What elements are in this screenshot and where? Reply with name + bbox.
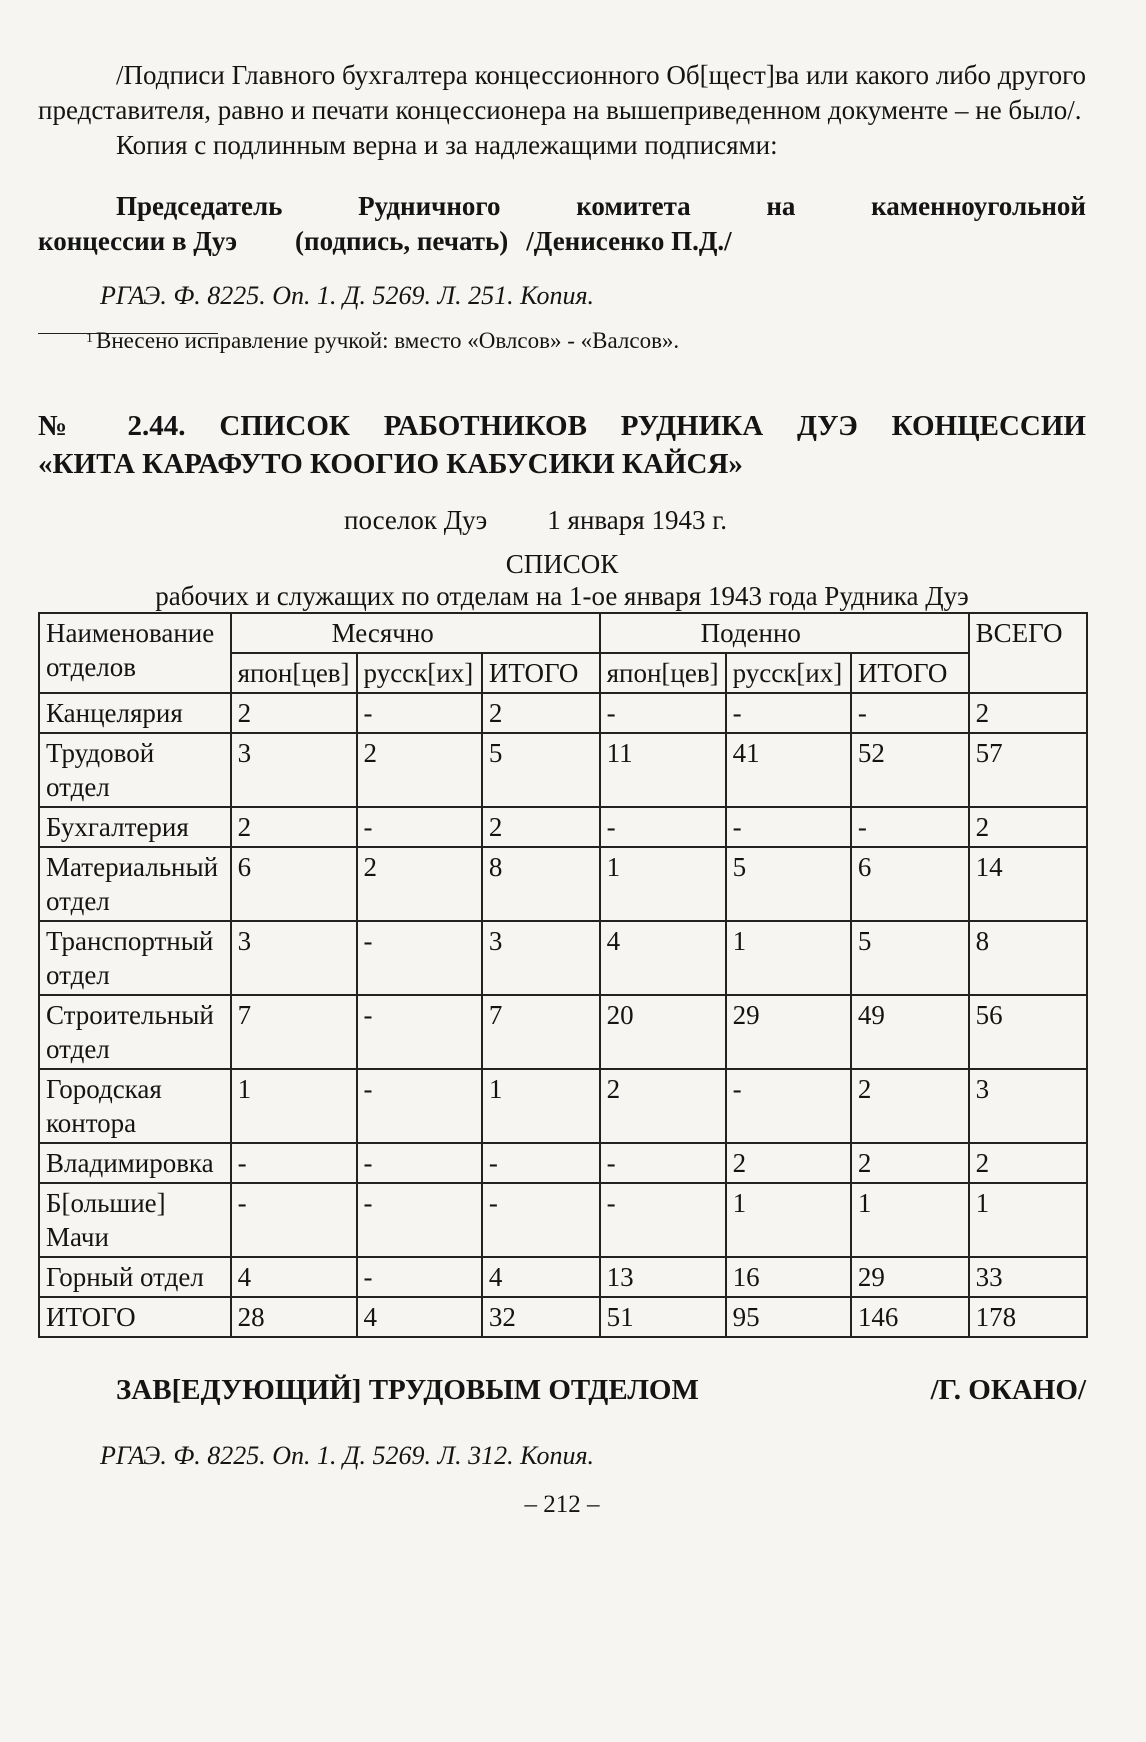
header-monthly-ru: русск[их] bbox=[357, 653, 482, 693]
signature-line-2 bbox=[38, 224, 1086, 259]
count-cell-d-total: 52 bbox=[851, 733, 969, 807]
count-cell-m-jp: 7 bbox=[231, 995, 357, 1069]
table-row bbox=[39, 807, 1087, 847]
header-total: ВСЕГО bbox=[969, 613, 1087, 693]
header-daily-ru: русск[их] bbox=[726, 653, 851, 693]
closing-position: ЗАВ[ЕДУЮЩИЙ] ТРУДОВЫМ ОТДЕЛОМ bbox=[116, 1374, 699, 1406]
count-cell-d-ru: 95 bbox=[726, 1297, 851, 1337]
count-cell-m-ru: - bbox=[357, 1069, 482, 1143]
list-heading: СПИСОК bbox=[505, 549, 619, 579]
document-place: поселок Дуэ bbox=[344, 505, 488, 535]
count-cell-d-ru: 41 bbox=[726, 733, 851, 807]
signature-seal: (подпись, печать) bbox=[295, 226, 509, 256]
footnote bbox=[38, 326, 1086, 355]
footnote-marker: 1 bbox=[86, 331, 93, 346]
count-cell-all: 2 bbox=[969, 693, 1087, 733]
count-cell-m-jp: - bbox=[231, 1183, 357, 1257]
count-cell-d-total: 2 bbox=[851, 1143, 969, 1183]
count-cell-m-ru: - bbox=[357, 807, 482, 847]
header-daily-total: ИТОГО bbox=[851, 653, 969, 693]
count-cell-m-ru: - bbox=[357, 1257, 482, 1297]
signature-concession: концессии в Дуэ bbox=[38, 226, 238, 256]
count-cell-d-jp: - bbox=[600, 807, 726, 847]
count-cell-m-total: 4 bbox=[482, 1257, 600, 1297]
department-name-cell: Трудовой отдел bbox=[39, 733, 231, 807]
table-row bbox=[39, 693, 1087, 733]
table-row bbox=[39, 1069, 1087, 1143]
count-cell-m-total: 2 bbox=[482, 693, 600, 733]
count-cell-all: 33 bbox=[969, 1257, 1087, 1297]
header-monthly: Месячно bbox=[231, 613, 600, 653]
count-cell-d-total: 49 bbox=[851, 995, 969, 1069]
count-cell-m-ru: - bbox=[357, 921, 482, 995]
count-cell-m-jp: - bbox=[231, 1143, 357, 1183]
table-row bbox=[39, 921, 1087, 995]
table-row bbox=[39, 847, 1087, 921]
count-cell-d-total: - bbox=[851, 807, 969, 847]
count-cell-m-ru: 4 bbox=[357, 1297, 482, 1337]
count-cell-all: 14 bbox=[969, 847, 1087, 921]
count-cell-d-ru: - bbox=[726, 1069, 851, 1143]
count-cell-d-ru: 5 bbox=[726, 847, 851, 921]
count-cell-d-ru: 1 bbox=[726, 1183, 851, 1257]
table-row bbox=[39, 1257, 1087, 1297]
count-cell-m-ru: - bbox=[357, 693, 482, 733]
table-row bbox=[39, 1183, 1087, 1257]
department-name-cell: Материальный отдел bbox=[39, 847, 231, 921]
count-cell-d-jp: 4 bbox=[600, 921, 726, 995]
department-name-cell: Бухгалтерия bbox=[39, 807, 231, 847]
count-cell-d-ru: 1 bbox=[726, 921, 851, 995]
intro-paragraph-signatures: /Подписи Главного бухгалтера концессионного Об[щест]ва или какого либо другого представителя, равно и печати концессионера на вышеприведенном документе – не было/. bbox=[38, 60, 1086, 125]
count-cell-d-jp: 2 bbox=[600, 1069, 726, 1143]
department-name-cell: Канцелярия bbox=[39, 693, 231, 733]
count-cell-d-ru: 16 bbox=[726, 1257, 851, 1297]
list-subheading: рабочих и служащих по отделам на 1-ое января 1943 года Рудника Дуэ bbox=[155, 581, 969, 611]
document-page bbox=[38, 58, 1086, 1519]
count-cell-m-total: 1 bbox=[482, 1069, 600, 1143]
count-cell-m-jp: 2 bbox=[231, 807, 357, 847]
count-cell-all: 2 bbox=[969, 807, 1087, 847]
table-row bbox=[39, 1143, 1087, 1183]
document-title-line-1: № 2.44. СПИСОК РАБОТНИКОВ РУДНИКА ДУЭ КОНЦЕССИИ bbox=[38, 410, 1086, 442]
count-cell-m-ru: - bbox=[357, 1143, 482, 1183]
count-cell-m-total: - bbox=[482, 1143, 600, 1183]
footnote-text: Внесено исправление ручкой: вместо «Овлсов» - «Валсов». bbox=[96, 328, 680, 353]
page-number: – 212 – bbox=[524, 1491, 600, 1518]
count-cell-m-total: 8 bbox=[482, 847, 600, 921]
closing-signature bbox=[38, 1374, 1086, 1407]
count-cell-d-total: 146 bbox=[851, 1297, 969, 1337]
header-daily: Поденно bbox=[600, 613, 969, 653]
count-cell-d-ru: 2 bbox=[726, 1143, 851, 1183]
count-cell-d-total: - bbox=[851, 693, 969, 733]
count-cell-d-ru: - bbox=[726, 693, 851, 733]
count-cell-d-ru: - bbox=[726, 807, 851, 847]
table-row bbox=[39, 1297, 1087, 1337]
department-name-cell: Городская контора bbox=[39, 1069, 231, 1143]
count-cell-d-jp: - bbox=[600, 1143, 726, 1183]
count-cell-d-jp: 13 bbox=[600, 1257, 726, 1297]
count-cell-all: 56 bbox=[969, 995, 1087, 1069]
count-cell-d-ru: 29 bbox=[726, 995, 851, 1069]
count-cell-m-jp: 6 bbox=[231, 847, 357, 921]
archive-source-1: РГАЭ. Ф. 8225. Оп. 1. Д. 5269. Л. 251. Копия. bbox=[100, 281, 595, 310]
count-cell-m-total: 32 bbox=[482, 1297, 600, 1337]
archive-source-2: РГАЭ. Ф. 8225. Оп. 1. Д. 5269. Л. 312. Копия. bbox=[100, 1441, 595, 1470]
staff-table bbox=[38, 612, 1088, 1338]
header-monthly-total: ИТОГО bbox=[482, 653, 600, 693]
count-cell-d-jp: - bbox=[600, 693, 726, 733]
header-daily-jp: япон[цев] bbox=[600, 653, 726, 693]
count-cell-m-ru: 2 bbox=[357, 847, 482, 921]
count-cell-m-jp: 3 bbox=[231, 733, 357, 807]
count-cell-m-jp: 2 bbox=[231, 693, 357, 733]
intro-paragraph-copy: Копия с подлинным верна и за надлежащими подписями: bbox=[116, 130, 778, 160]
department-name-cell: Горный отдел bbox=[39, 1257, 231, 1297]
count-cell-m-total: 7 bbox=[482, 995, 600, 1069]
count-cell-d-jp: - bbox=[600, 1183, 726, 1257]
count-cell-m-total: 5 bbox=[482, 733, 600, 807]
department-name-cell: Владимировка bbox=[39, 1143, 231, 1183]
count-cell-m-jp: 4 bbox=[231, 1257, 357, 1297]
table-row bbox=[39, 733, 1087, 807]
department-name-cell: Строительный отдел bbox=[39, 995, 231, 1069]
closing-name: /Г. ОКАНО/ bbox=[930, 1374, 1086, 1406]
header-name: Наименование отделов bbox=[39, 613, 231, 693]
count-cell-m-total: - bbox=[482, 1183, 600, 1257]
count-cell-d-total: 6 bbox=[851, 847, 969, 921]
count-cell-all: 2 bbox=[969, 1143, 1087, 1183]
department-name-cell: Б[ольшие] Мачи bbox=[39, 1183, 231, 1257]
count-cell-d-total: 1 bbox=[851, 1183, 969, 1257]
table-row bbox=[39, 995, 1087, 1069]
count-cell-d-jp: 51 bbox=[600, 1297, 726, 1337]
document-title-line-2: «КИТА КАРАФУТО КООГИО КАБУСИКИ КАЙСЯ» bbox=[38, 448, 743, 480]
count-cell-m-total: 2 bbox=[482, 807, 600, 847]
count-cell-d-jp: 20 bbox=[600, 995, 726, 1069]
count-cell-d-jp: 11 bbox=[600, 733, 726, 807]
count-cell-all: 57 bbox=[969, 733, 1087, 807]
count-cell-all: 178 bbox=[969, 1297, 1087, 1337]
count-cell-all: 1 bbox=[969, 1183, 1087, 1257]
count-cell-all: 8 bbox=[969, 921, 1087, 995]
header-monthly-jp: япон[цев] bbox=[231, 653, 357, 693]
count-cell-m-ru: - bbox=[357, 995, 482, 1069]
count-cell-d-total: 5 bbox=[851, 921, 969, 995]
count-cell-m-ru: 2 bbox=[357, 733, 482, 807]
count-cell-all: 3 bbox=[969, 1069, 1087, 1143]
count-cell-m-jp: 28 bbox=[231, 1297, 357, 1337]
document-date: 1 января 1943 г. bbox=[547, 505, 727, 535]
count-cell-d-total: 2 bbox=[851, 1069, 969, 1143]
count-cell-m-jp: 3 bbox=[231, 921, 357, 995]
department-name-cell: Транспортный отдел bbox=[39, 921, 231, 995]
count-cell-d-jp: 1 bbox=[600, 847, 726, 921]
department-name-cell: ИТОГО bbox=[39, 1297, 231, 1337]
count-cell-m-total: 3 bbox=[482, 921, 600, 995]
signature-line-1: Председатель Рудничного комитета на каменноугольной bbox=[116, 191, 1086, 221]
place-date-line bbox=[38, 503, 1086, 538]
signature-name: /Денисенко П.Д./ bbox=[526, 226, 732, 256]
count-cell-d-total: 29 bbox=[851, 1257, 969, 1297]
count-cell-m-jp: 1 bbox=[231, 1069, 357, 1143]
table-header-row-1 bbox=[39, 613, 1087, 653]
count-cell-m-ru: - bbox=[357, 1183, 482, 1257]
